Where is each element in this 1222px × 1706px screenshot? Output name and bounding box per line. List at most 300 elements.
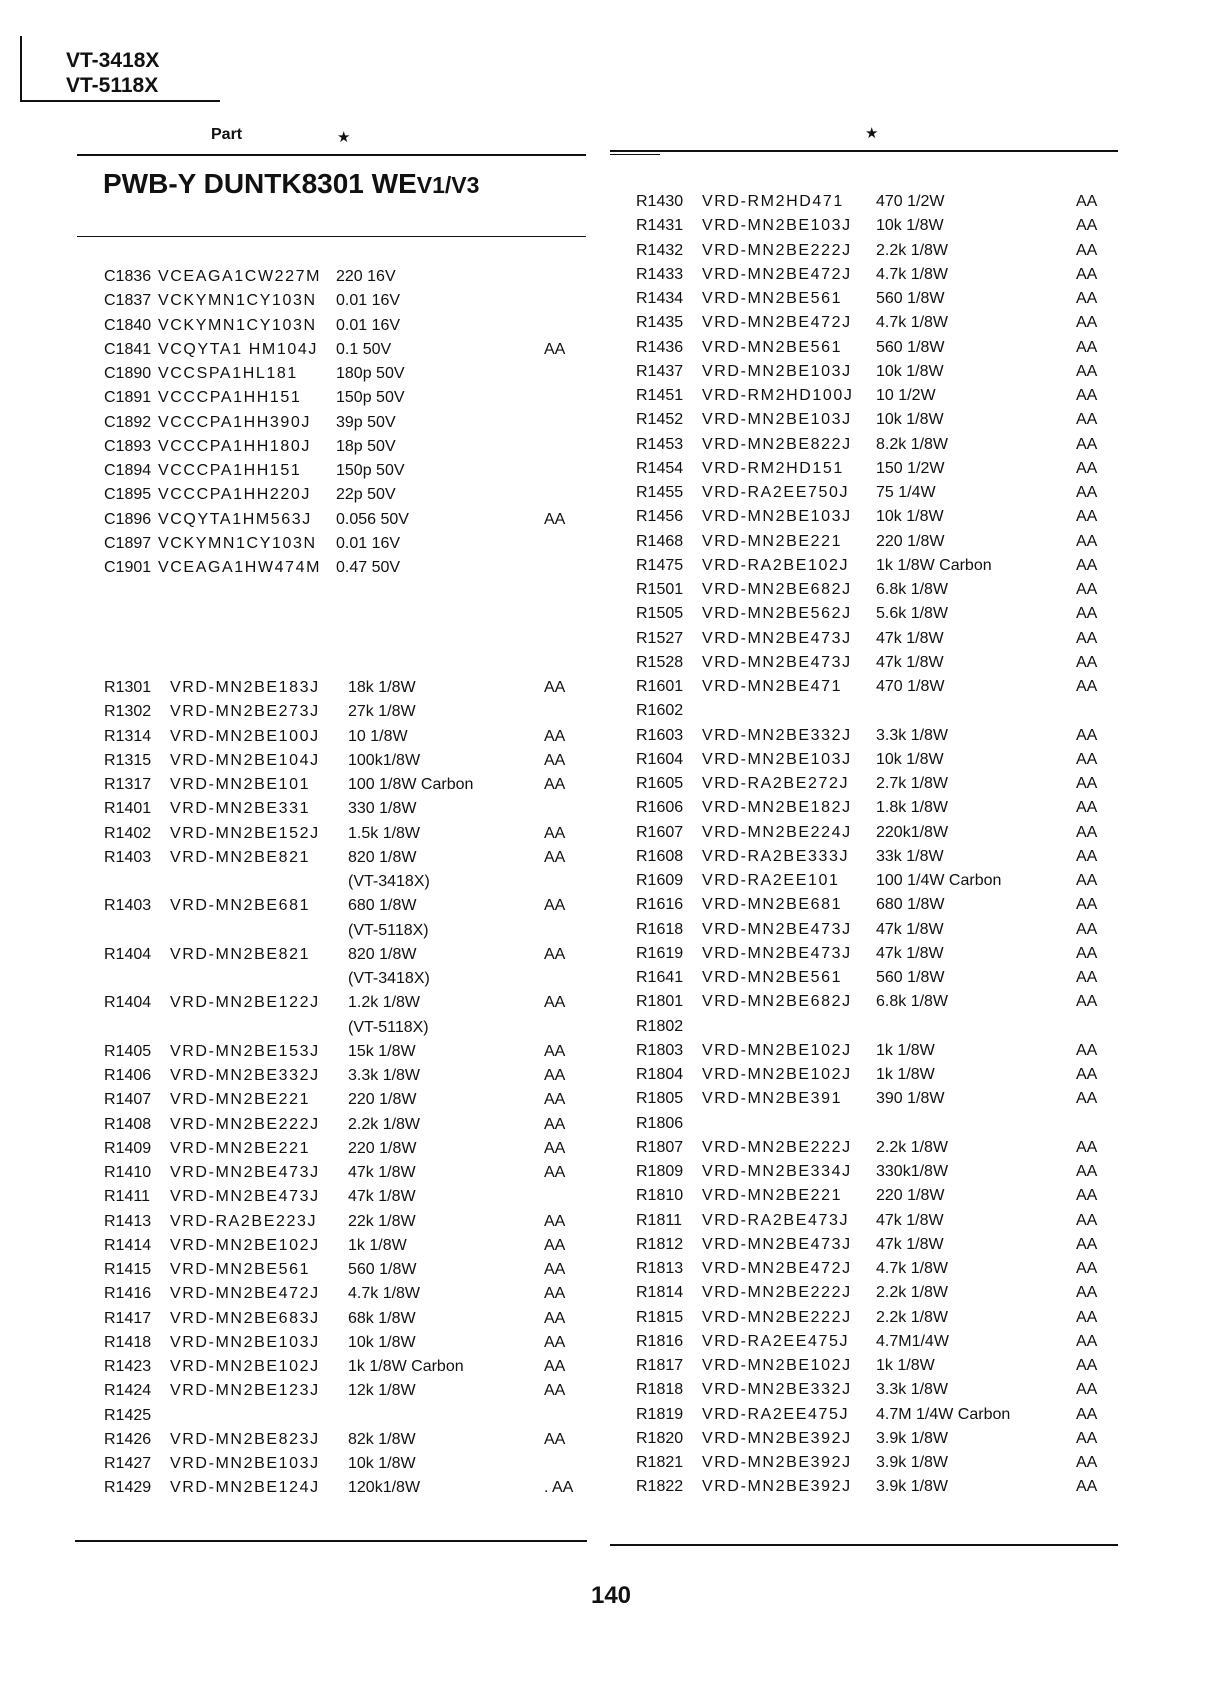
part-spec: 6.8k 1/8W	[876, 581, 949, 598]
part-ref: C1897	[104, 534, 152, 552]
section-rule	[77, 236, 586, 237]
part-code: VRD-MN2BE821	[170, 848, 311, 866]
part-spec: 12k 1/8W	[348, 1382, 416, 1400]
part-row	[636, 990, 1116, 1014]
part-ref: R1411	[104, 1188, 150, 1206]
part-ref: R1403	[104, 848, 152, 866]
part-code: VRD-MN2BE561	[702, 290, 843, 307]
part-row	[104, 894, 584, 918]
part-row	[104, 508, 584, 532]
part-spec: (VT-3418X)	[348, 873, 430, 890]
part-ref: C1892	[104, 413, 152, 431]
bottom-rule-left	[75, 1540, 587, 1542]
part-code: VRD-RM2HD151	[702, 459, 844, 477]
part-ref: R1416	[104, 1285, 152, 1303]
part-spec: 10 1/2W	[876, 387, 936, 404]
part-row	[104, 943, 584, 967]
part-code: VCCCPA1HH151	[158, 462, 302, 479]
part-code: VRD-MN2BE391	[702, 1090, 843, 1108]
part-row	[636, 893, 1116, 917]
part-ref: R1452	[636, 411, 684, 429]
part-rank: AA	[544, 1261, 566, 1278]
part-column-label: Part	[211, 126, 243, 143]
part-row	[636, 1087, 1116, 1111]
part-row	[104, 386, 584, 410]
part-spec: 47k 1/8W	[876, 920, 944, 938]
part-row	[636, 239, 1116, 263]
part-rank: AA	[1076, 1429, 1098, 1447]
part-spec: 47k 1/8W	[876, 629, 944, 647]
part-ref: R1425	[104, 1406, 152, 1424]
part-code: VRD-MN2BE222J	[702, 1284, 852, 1302]
part-row	[636, 530, 1116, 554]
part-rank: AA	[1076, 1357, 1098, 1374]
part-rank: AA	[544, 776, 566, 793]
part-code: VRD-MN2BE152J	[170, 824, 320, 842]
part-spec: 220 1/8W	[876, 532, 945, 550]
part-row	[636, 360, 1116, 384]
part-row	[636, 869, 1116, 893]
part-spec: 680 1/8W	[348, 897, 417, 915]
part-rank: AA	[544, 1236, 566, 1254]
part-ref: R1475	[636, 556, 684, 574]
part-row	[636, 1184, 1116, 1208]
part-row	[104, 919, 584, 943]
part-row	[104, 773, 584, 797]
part-row	[104, 338, 584, 362]
part-code: VRD-MN2BE683J	[170, 1309, 320, 1327]
model-name: VT-3418X	[66, 49, 160, 72]
part-row	[104, 1331, 584, 1355]
part-row	[104, 846, 584, 870]
part-spec: 220 1/8W	[348, 1091, 417, 1109]
part-rank: AA	[1076, 726, 1098, 744]
part-rank: AA	[544, 1042, 566, 1060]
part-spec: 220 1/8W	[876, 1187, 945, 1205]
part-spec: 1k 1/8W	[876, 1041, 935, 1059]
part-rank: AA	[1076, 896, 1098, 914]
part-ref: R1806	[636, 1114, 684, 1132]
part-ref: R1430	[636, 193, 684, 210]
part-spec: 100k1/8W	[348, 751, 421, 769]
part-rank: AA	[544, 1212, 566, 1230]
part-ref: R1802	[636, 1017, 684, 1035]
part-row	[636, 457, 1116, 481]
part-ref: R1801	[636, 993, 684, 1011]
part-ref: R1618	[636, 920, 684, 938]
part-code: VRD-RA2BE473J	[702, 1211, 850, 1229]
part-ref: R1436	[636, 338, 684, 356]
part-ref: R1432	[636, 241, 684, 259]
part-ref: C1893	[104, 437, 152, 455]
capacitor-list	[104, 265, 584, 580]
part-code: VRD-RA2EE475J	[702, 1405, 850, 1423]
part-ref: R1814	[636, 1284, 684, 1302]
part-rank: AA	[1076, 823, 1098, 841]
part-code: VCCCPA1HH220J	[158, 486, 311, 504]
part-ref: R1805	[636, 1090, 684, 1108]
part-ref: R1641	[636, 969, 684, 986]
part-rank: AA	[544, 1285, 566, 1303]
part-ref: R1415	[104, 1261, 152, 1278]
part-spec: 0.01 16V	[336, 316, 401, 334]
part-row	[636, 651, 1116, 675]
part-spec: 10k 1/8W	[876, 508, 944, 526]
part-spec: 47k 1/8W	[876, 1235, 944, 1253]
part-spec: 100 1/4W Carbon	[876, 872, 1002, 889]
part-row	[636, 554, 1116, 578]
part-spec: (VT-5118X)	[348, 921, 429, 939]
part-spec: 2.2k 1/8W	[876, 1138, 949, 1156]
part-code: VRD-MN2BE823J	[170, 1430, 320, 1448]
part-rank: AA	[1076, 217, 1098, 235]
part-spec: 1.5k 1/8W	[348, 824, 421, 842]
part-row	[104, 676, 584, 700]
part-ref: C1891	[104, 389, 152, 407]
part-code: VCKYMN1CY103N	[158, 292, 317, 310]
part-code: VRD-MN2BE473J	[170, 1188, 320, 1206]
part-row	[104, 1185, 584, 1209]
part-spec: 4.7k 1/8W	[876, 1260, 949, 1277]
part-code: VRD-MN2BE153J	[170, 1042, 320, 1060]
part-rank: AA	[1076, 1211, 1098, 1229]
part-ref: R1603	[636, 726, 684, 744]
part-ref: R1819	[636, 1405, 684, 1423]
part-row	[104, 797, 584, 821]
part-row	[636, 918, 1116, 942]
part-rank: AA	[1076, 265, 1098, 283]
part-code: VRD-MN2BE273J	[170, 703, 320, 721]
part-code: VRD-MN2BE102J	[702, 1066, 852, 1083]
part-ref: R1456	[636, 508, 684, 526]
part-row	[636, 384, 1116, 408]
part-ref: R1424	[104, 1382, 152, 1400]
part-spec: 15k 1/8W	[348, 1042, 416, 1060]
part-rank: AA	[1076, 1381, 1098, 1399]
part-spec: 180p 50V	[336, 365, 405, 382]
resistor-list-left	[104, 676, 584, 1501]
part-code: VCEAGA1HW474M	[158, 559, 322, 576]
part-row	[104, 314, 584, 338]
top-rule-right-short	[610, 154, 660, 155]
section-title	[103, 168, 479, 200]
part-spec: 3.9k 1/8W	[876, 1429, 949, 1447]
part-code: VRD-RA2EE101	[702, 872, 840, 889]
part-rank: AA	[544, 994, 566, 1012]
part-ref: R1453	[636, 435, 684, 453]
part-ref: R1821	[636, 1454, 684, 1471]
part-ref: C1837	[104, 292, 152, 310]
part-spec: 6.8k 1/8W	[876, 993, 949, 1011]
part-spec: (VT-3418X)	[348, 970, 430, 987]
part-code: VRD-MN2BE221	[170, 1139, 311, 1157]
part-row	[104, 459, 584, 483]
part-spec: 820 1/8W	[348, 945, 417, 963]
part-ref: R1454	[636, 459, 684, 477]
star-icon: ★	[337, 129, 351, 146]
part-rank: AA	[1076, 775, 1098, 792]
part-ref: R1404	[104, 945, 152, 963]
part-rank: AA	[544, 1115, 566, 1133]
part-rank: AA	[1076, 1405, 1098, 1423]
part-row	[636, 1039, 1116, 1063]
part-rank: AA	[1076, 1308, 1098, 1326]
part-code: VRD-MN2BE473J	[702, 653, 852, 671]
part-row	[104, 265, 584, 289]
part-rank: AA	[1076, 556, 1098, 574]
part-ref: R1426	[104, 1430, 152, 1448]
part-code: VCQYTA1HM563J	[158, 510, 312, 528]
header-underline	[20, 100, 220, 102]
part-spec: 2.2k 1/8W	[348, 1115, 421, 1133]
part-row	[104, 991, 584, 1015]
part-code: VRD-MN2BE222J	[702, 241, 852, 259]
part-row	[104, 700, 584, 724]
part-rank: AA	[1076, 338, 1098, 356]
part-row	[636, 845, 1116, 869]
part-rank: AA	[1076, 1260, 1098, 1277]
part-code: VRD-MN2BE221	[702, 532, 843, 550]
model-name: VT-5118X	[66, 74, 159, 97]
part-spec: 5.6k 1/8W	[876, 605, 949, 623]
part-spec: 560 1/8W	[876, 290, 945, 307]
part-spec: 0.056 50V	[336, 510, 409, 528]
part-row	[636, 1451, 1116, 1475]
part-rank: AA	[1076, 799, 1098, 817]
part-ref: R1414	[104, 1236, 152, 1254]
part-rank: AA	[1076, 581, 1098, 598]
part-ref: R1301	[104, 679, 152, 696]
part-ref: R1604	[636, 750, 684, 768]
part-spec: 150p 50V	[336, 462, 405, 479]
part-code: VRD-MN2BE334J	[702, 1163, 852, 1180]
part-spec: 3.3k 1/8W	[876, 726, 949, 744]
part-spec: 10k 1/8W	[348, 1455, 416, 1472]
part-ref: C1836	[104, 268, 152, 285]
part-row	[104, 556, 584, 580]
part-code: VRD-MN2BE473J	[702, 920, 852, 938]
part-spec: 2.7k 1/8W	[876, 775, 949, 792]
part-spec: 560 1/8W	[876, 338, 945, 356]
part-rank: AA	[1076, 653, 1098, 671]
part-ref: R1410	[104, 1164, 152, 1181]
part-row	[104, 1210, 584, 1234]
part-rank: AA	[1076, 678, 1098, 695]
part-row	[104, 822, 584, 846]
part-rank: AA	[544, 1067, 566, 1084]
part-rank: AA	[544, 1358, 566, 1375]
part-row	[104, 289, 584, 313]
part-row	[636, 796, 1116, 820]
part-spec: 680 1/8W	[876, 896, 945, 914]
part-rank: AA	[544, 510, 566, 528]
part-code: VRD-MN2BE123J	[170, 1382, 320, 1400]
part-row	[636, 1233, 1116, 1257]
part-ref: R1501	[636, 581, 684, 598]
part-row	[104, 483, 584, 507]
part-row	[636, 1063, 1116, 1087]
part-code: VRD-MN2BE222J	[702, 1308, 852, 1326]
part-spec: 330 1/8W	[348, 800, 417, 818]
part-spec: 220 16V	[336, 268, 396, 285]
part-code: VRD-MN2BE392J	[702, 1478, 852, 1496]
part-spec: 3.3k 1/8W	[876, 1381, 949, 1399]
part-spec: 10k 1/8W	[876, 750, 944, 768]
part-spec: 47k 1/8W	[876, 944, 944, 962]
part-row	[636, 1475, 1116, 1499]
part-rank: AA	[1076, 314, 1098, 332]
part-ref: R1505	[636, 605, 684, 623]
part-ref: C1890	[104, 365, 152, 382]
part-rank: AA	[544, 751, 566, 769]
part-spec: 470 1/2W	[876, 193, 945, 210]
part-row	[636, 1427, 1116, 1451]
part-code: VCQYTA1 HM104J	[158, 340, 318, 358]
part-row	[104, 1379, 584, 1403]
header-vertical-rule	[20, 36, 22, 102]
part-row	[104, 1307, 584, 1331]
part-spec: 10k 1/8W	[876, 362, 944, 380]
part-row	[636, 699, 1116, 723]
part-ref: R1302	[104, 703, 152, 721]
part-row	[104, 362, 584, 386]
part-code: VRD-MN2BE821	[170, 945, 311, 963]
part-rank: AA	[1076, 1163, 1098, 1180]
part-spec: 18p 50V	[336, 437, 396, 455]
part-code: VRD-MN2BE561	[702, 969, 843, 986]
part-row	[636, 627, 1116, 651]
part-code: VRD-MN2BE472J	[702, 314, 852, 332]
part-ref: R1608	[636, 847, 684, 865]
part-rank: AA	[1076, 411, 1098, 429]
part-code: VRD-MN2BE221	[702, 1187, 843, 1205]
part-rank: AA	[544, 679, 566, 696]
part-rank: AA	[1076, 508, 1098, 526]
part-ref: R1813	[636, 1260, 684, 1277]
part-ref: R1429	[104, 1479, 152, 1497]
part-ref: R1406	[104, 1067, 152, 1084]
part-spec: 820 1/8W	[348, 848, 417, 866]
part-rank: AA	[544, 1382, 566, 1400]
part-code: VRD-MN2BE103J	[170, 1333, 320, 1351]
part-ref: R1818	[636, 1381, 684, 1399]
part-rank: AA	[1076, 290, 1098, 307]
part-row	[104, 725, 584, 749]
part-rank: AA	[1076, 1187, 1098, 1205]
part-row	[636, 1209, 1116, 1233]
part-spec: 4.7M1/4W	[876, 1332, 949, 1350]
part-row	[636, 1112, 1116, 1136]
part-code: VCKYMN1CY103N	[158, 534, 317, 552]
part-spec: 3.9k 1/8W	[876, 1454, 949, 1471]
part-spec: 2.2k 1/8W	[876, 1308, 949, 1326]
part-spec: 2.2k 1/8W	[876, 241, 949, 259]
part-rank: AA	[1076, 969, 1098, 986]
part-row	[636, 821, 1116, 845]
part-code: VRD-MN2BE103J	[702, 411, 852, 429]
part-ref: C1901	[104, 559, 152, 576]
part-ref: R1602	[636, 702, 684, 720]
part-rank: AA	[544, 340, 566, 358]
part-code: VRD-RA2EE750J	[702, 484, 850, 501]
part-ref: R1619	[636, 944, 684, 962]
part-code: VRD-RA2BE333J	[702, 847, 850, 865]
part-spec: 22p 50V	[336, 486, 396, 504]
part-ref: R1822	[636, 1478, 684, 1496]
part-code: VRD-MN2BE103J	[702, 508, 852, 526]
part-ref: R1812	[636, 1235, 684, 1253]
part-row	[104, 1040, 584, 1064]
part-ref: R1605	[636, 775, 684, 792]
part-rank: . AA	[544, 1479, 574, 1497]
part-rank: AA	[544, 1430, 566, 1448]
part-ref: R1437	[636, 362, 684, 380]
part-row	[104, 1161, 584, 1185]
part-ref: R1401	[104, 800, 152, 818]
part-ref: R1616	[636, 896, 684, 914]
part-row	[636, 1281, 1116, 1305]
part-spec: 82k 1/8W	[348, 1430, 416, 1448]
part-rank: AA	[1076, 1284, 1098, 1302]
part-code: VRD-MN2BE331	[170, 800, 311, 818]
part-row	[104, 1452, 584, 1476]
part-ref: R1435	[636, 314, 684, 332]
part-spec: 75 1/4W	[876, 484, 936, 501]
part-rank: AA	[1076, 872, 1098, 889]
part-row	[636, 1160, 1116, 1184]
part-ref: C1840	[104, 316, 152, 334]
section-title-suffix: V1/V3	[416, 172, 480, 198]
part-ref: R1803	[636, 1041, 684, 1059]
part-ref: R1403	[104, 897, 152, 915]
part-spec: 3.9k 1/8W	[876, 1478, 949, 1496]
part-spec: 1k 1/8W Carbon	[348, 1358, 464, 1375]
part-code: VRD-MN2BE103J	[702, 217, 852, 235]
part-spec: 1k 1/8W Carbon	[876, 556, 992, 574]
part-ref: C1841	[104, 340, 152, 358]
part-ref: R1817	[636, 1357, 684, 1374]
part-spec: 3.3k 1/8W	[348, 1067, 421, 1084]
part-code: VRD-MN2BE822J	[702, 435, 852, 453]
part-ref: R1314	[104, 727, 152, 745]
part-ref: R1405	[104, 1042, 152, 1060]
part-row	[104, 1258, 584, 1282]
part-rank: AA	[1076, 484, 1098, 501]
part-spec: 0.1 50V	[336, 340, 392, 358]
part-row	[636, 1354, 1116, 1378]
part-spec: 4.7k 1/8W	[348, 1285, 421, 1303]
part-row	[636, 287, 1116, 311]
part-ref: R1434	[636, 290, 684, 307]
part-code: VRD-MN2BE122J	[170, 994, 320, 1012]
part-code: VCCCPA1HH180J	[158, 437, 311, 455]
part-ref: R1816	[636, 1332, 684, 1350]
page-number: 140	[590, 1582, 632, 1609]
part-rank: AA	[544, 1164, 566, 1181]
part-code: VRD-MN2BE562J	[702, 605, 852, 623]
part-ref: R1810	[636, 1187, 684, 1205]
part-ref: R1423	[104, 1358, 152, 1375]
part-spec: 1k 1/8W	[876, 1066, 935, 1083]
part-rank: AA	[1076, 920, 1098, 938]
part-spec: 0.01 16V	[336, 292, 401, 310]
part-spec: 10 1/8W	[348, 727, 408, 745]
model-list	[66, 48, 159, 98]
part-row	[636, 675, 1116, 699]
part-rank: AA	[1076, 1332, 1098, 1350]
part-rank: AA	[1076, 1235, 1098, 1253]
part-spec: 2.2k 1/8W	[876, 1284, 949, 1302]
